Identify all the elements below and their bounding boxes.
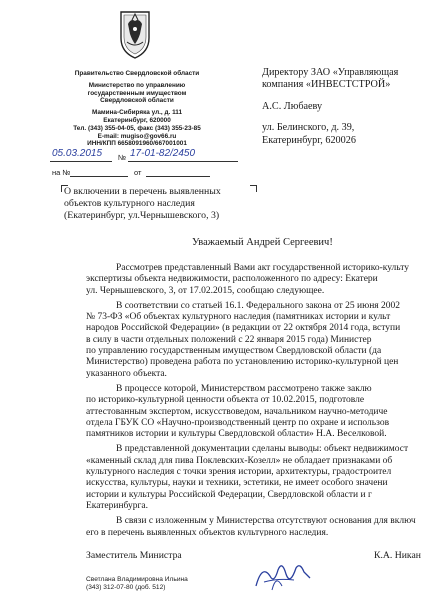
letter-subject	[64, 186, 254, 221]
letterhead-ministry-line-3: Свердловской области	[100, 97, 174, 105]
body-paragraph-3	[86, 384, 430, 440]
addressee-position: Директору ЗАО «Управляющая	[262, 67, 399, 78]
body-line: культурного наследия с точки зрения истории, архитектуры, градостроител	[86, 467, 392, 478]
executor-name: Светлана Владимировна Ильина	[86, 576, 188, 583]
body-line: В процессе которой, Министерством рассмотрено также заклю	[116, 383, 372, 394]
coat-of-arms-emblem	[118, 8, 152, 60]
letterhead	[62, 70, 212, 148]
body-line: истории и культуры Российской Федерации, Свердловской области и г	[86, 489, 372, 500]
body-line: в силу в части отдельных положений с 22 января 2015 года) Министер	[86, 334, 372, 345]
body-line: В представленной документации сделаны выводы: объект недвижимост	[116, 444, 409, 455]
handwritten-signature	[248, 556, 318, 596]
letterhead-inn: ИНН/КПП 6658091960/667001001	[87, 140, 187, 148]
body-line: искусства, культуры, науки и техники, эстетики, не имеет особого значени	[86, 478, 388, 489]
registration-block	[50, 148, 250, 178]
body-line: аттестованным экспертом, искусствоведом, начальником научно-методиче	[86, 406, 388, 417]
registration-date: 05.03.2015	[52, 148, 103, 159]
salutation: Уважаемый Андрей Сергеевич!	[192, 237, 333, 248]
body-line: народов Российской Федерации» (в редакции от 22 октября 2014 года, вступи	[86, 323, 401, 334]
registration-number: 17-01-82/2450	[130, 148, 196, 159]
body-line: отдела ГБУК СО «Научно-производственный центр по охране и использов	[86, 417, 390, 428]
reference-no-label: на №	[52, 168, 71, 177]
body-line: указанного объекта.	[86, 368, 167, 379]
executor-phone: (343) 312-07-80 (доб. 512)	[86, 584, 166, 592]
signatory-position: Заместитель Министра	[86, 550, 182, 561]
letterhead-ministry-line-2: государственным имуществом	[87, 89, 187, 97]
letterhead-phone: Тел. (343) 355-04-05, факс (343) 355-23-85	[73, 124, 201, 132]
body-paragraph-2	[86, 301, 430, 380]
subject-line-2: объектов культурного наследия	[64, 197, 195, 209]
body-paragraph-1	[86, 263, 430, 297]
body-line: памятников истории и культуры Свердловской области» Н.А. Веселковой.	[86, 429, 387, 440]
body-line: по управлению государственным имуществом Свердловской области (да	[86, 346, 382, 357]
body-line: Екатеринбурга.	[86, 500, 148, 511]
addressee-street: ул. Белинского, д. 39,	[262, 122, 355, 134]
body-line: экспертизы объекта недвижимости, расположенного по адресу: Екатери	[86, 274, 378, 285]
body-line: Министерство) проведена работа по установлению историко-культурной цен	[86, 357, 399, 368]
letterhead-street: Мамина-Сибиряка ул., д. 111	[91, 109, 183, 117]
addressee-block	[262, 67, 430, 147]
body-line: его в перечень выявленных объектов культурного наследия.	[86, 527, 329, 536]
letterhead-email: E-mail: mugiso@gov66.ru	[97, 132, 177, 140]
body-line: Рассмотрев представленный Вами акт государственной историко-культу	[116, 263, 410, 273]
executor-block	[86, 576, 188, 592]
body-line: В связи с изложенным у Министерства отсутствуют основания для включ	[116, 516, 416, 527]
addressee-company: компания «ИНВЕСТСТРОЙ»	[262, 79, 391, 91]
body-paragraph-5	[86, 516, 430, 536]
body-line: В соответствии со статьей 16.1. Федерального закона от 25 июня 2002	[116, 300, 401, 311]
letterhead-government: Правительство Свердловской области	[74, 70, 200, 77]
addressee-name: А.С. Любаеву	[262, 100, 323, 112]
subject-line-1: О включении в перечень выявленных	[64, 186, 221, 197]
subject-line-3: (Екатеринбург, ул.Чернышевского, 3)	[64, 209, 220, 221]
signatory-name: К.А. Никан	[374, 550, 421, 561]
registration-no-label: №	[118, 153, 127, 162]
body-line: ул. Чернышевского, 3, от 17.02.2015, сообщаю следующее.	[86, 285, 325, 296]
letterhead-ministry-line-1: Министерство по управлению	[88, 81, 186, 89]
body-line: № 73-ФЗ «Об объектах культурного наследия (памятниках истории и культ	[86, 312, 391, 323]
body-line: «каменный склад для пива Поклевских-Козелл» не обладает признаками об	[86, 455, 393, 466]
body-paragraph-4	[86, 444, 430, 512]
letterhead-city: Екатеринбург, 620000	[103, 116, 171, 124]
addressee-city: Екатеринбург, 620026	[262, 134, 356, 146]
letter-body	[86, 263, 430, 536]
reference-date-label: от	[134, 168, 142, 177]
body-line: по историко-культурной ценности объекта от 10.02.2015, подготовле	[86, 395, 365, 406]
